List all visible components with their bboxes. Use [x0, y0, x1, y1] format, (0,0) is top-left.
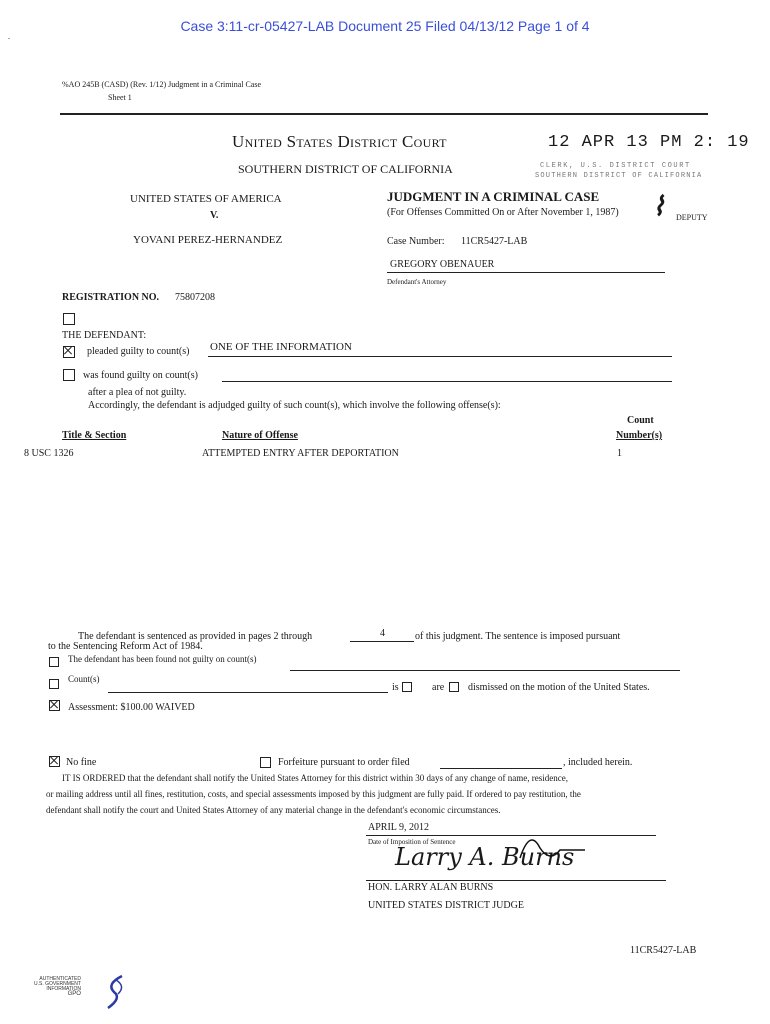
- gpo-eagle-icon: [100, 972, 128, 1012]
- footer-case-number: 11CR5427-LAB: [630, 945, 697, 956]
- gpo-logo-line-1: AUTHENTICATED: [39, 976, 81, 982]
- blank-checkbox[interactable]: [63, 313, 75, 325]
- col-count-1: Count: [627, 415, 654, 426]
- filed-stamp: 12 APR 13 PM 2: 19: [548, 133, 750, 152]
- versus: V.: [210, 210, 219, 221]
- row-count: 1: [617, 448, 622, 459]
- judge-title: UNITED STATES DISTRICT JUDGE: [368, 900, 524, 911]
- included-text: , included herein.: [563, 757, 633, 768]
- deputy-mark: ⌇: [652, 192, 665, 221]
- found-label: was found guilty on count(s): [83, 370, 198, 381]
- gpo-logo-line-4: GPO: [67, 991, 81, 997]
- sentence-pages-rule: [350, 641, 414, 642]
- assessment-text: Assessment: $100.00 WAIVED: [68, 702, 195, 713]
- registration-number: 75807208: [175, 292, 215, 303]
- clerk-stamp-line-2: SOUTHERN DISTRICT OF CALIFORNIA: [535, 172, 703, 180]
- not-guilty-checkbox[interactable]: [49, 657, 59, 667]
- order-line-2: or mailing address until all fines, restitution, costs, and special assessments imposed by this judgment are fully paid. If ordered to pay restitution, the: [46, 789, 581, 799]
- found-checkbox[interactable]: [63, 369, 75, 381]
- counts-checkbox[interactable]: [49, 679, 59, 689]
- judgment-subtitle: (For Offenses Committed On or After November 1, 1987): [387, 207, 619, 218]
- judgment-title: JUDGMENT IN A CRIMINAL CASE: [387, 189, 600, 204]
- is-checkbox[interactable]: [402, 682, 412, 692]
- court-district: SOUTHERN DISTRICT OF CALIFORNIA: [238, 162, 453, 176]
- case-number-label: Case Number:: [387, 236, 445, 247]
- forfeiture-checkbox[interactable]: [260, 757, 271, 768]
- attorney-rule: [387, 272, 665, 273]
- no-fine-label: No fine: [66, 757, 97, 768]
- imposition-label: Date of Imposition of Sentence: [368, 838, 456, 846]
- no-fine-checkbox[interactable]: [49, 756, 60, 767]
- col-nature-offense: Nature of Offense: [222, 430, 298, 441]
- row-title-section: 8 USC 1326: [24, 448, 74, 459]
- found-rule: [222, 381, 672, 382]
- corner-mark: .: [8, 32, 10, 41]
- top-rule: [60, 113, 708, 115]
- clerk-stamp-line-1: CLERK, U.S. DISTRICT COURT: [540, 162, 691, 170]
- signature-flourish: [500, 828, 590, 868]
- row-nature: ATTEMPTED ENTRY AFTER DEPORTATION: [202, 448, 399, 459]
- attorney-label: Defendant's Attorney: [387, 278, 447, 286]
- court-name: United States District Court: [232, 132, 447, 151]
- col-title-section: Title & Section: [62, 430, 127, 441]
- pleaded-rule: [208, 356, 672, 357]
- registration-label: REGISTRATION NO.: [62, 292, 160, 303]
- not-guilty-rule: [290, 670, 680, 671]
- assessment-checkbox[interactable]: [49, 700, 60, 711]
- are-checkbox[interactable]: [449, 682, 459, 692]
- gpo-logo-line-2: U.S. GOVERNMENT: [34, 981, 81, 987]
- are-label: are: [432, 682, 445, 693]
- pleaded-label: pleaded guilty to count(s): [87, 346, 190, 357]
- gpo-logo-line-3: INFORMATION: [46, 986, 81, 992]
- case-number: 11CR5427-LAB: [461, 236, 528, 247]
- sentence-line1b: of this judgment. The sentence is imposed pursuant: [415, 631, 621, 642]
- col-count-2: Number(s): [616, 430, 663, 441]
- forfeiture-rule: [440, 768, 562, 769]
- not-guilty-label: The defendant has been found not guilty on count(s): [68, 654, 257, 664]
- pleaded-checkbox[interactable]: [63, 346, 75, 358]
- after-plea: after a plea of not guilty.: [88, 387, 187, 398]
- deputy-label: DEPUTY: [676, 213, 708, 222]
- attorney-name: GREGORY OBENAUER: [390, 259, 495, 270]
- sentence-line2: to the Sentencing Reform Act of 1984.: [48, 641, 203, 652]
- accordingly-text: Accordingly, the defendant is adjudged guilty of such count(s), which involve the following offense(s):: [88, 400, 501, 411]
- dismissed-text: dismissed on the motion of the United States.: [468, 682, 650, 693]
- defendant-heading: THE DEFENDANT:: [62, 330, 147, 341]
- order-line-3: defendant shall notify the court and United States Attorney of any material change in the defendant's economic circumstances.: [46, 805, 501, 815]
- forfeiture-label: Forfeiture pursuant to order filed: [278, 757, 410, 768]
- counts-label: Count(s): [68, 674, 100, 684]
- imposition-date: APRIL 9, 2012: [368, 822, 430, 833]
- form-id: %AO 245B (CASD) (Rev. 1/12) Judgment in a Criminal Case: [62, 80, 262, 89]
- judge-rule: [366, 880, 666, 881]
- order-line-1: IT IS ORDERED that the defendant shall notify the United States Attorney for this district within 30 days of any change of name, residence,: [62, 773, 568, 783]
- counts-rule: [108, 692, 388, 693]
- is-label: is: [392, 682, 399, 693]
- judge-signature: Larry A. Burns: [395, 843, 575, 871]
- defendant-name: YOVANI PEREZ-HERNANDEZ: [133, 234, 283, 246]
- sentence-pages: 4: [380, 628, 385, 639]
- judge-name: HON. LARRY ALAN BURNS: [368, 882, 494, 893]
- pleaded-counts: ONE OF THE INFORMATION: [210, 341, 352, 353]
- gpo-logo: [34, 977, 81, 997]
- case-header-stamp: Case 3:11-cr-05427-LAB Document 25 Filed 04/13/12 Page 1 of 4: [180, 18, 590, 34]
- form-sheet: Sheet 1: [108, 93, 132, 102]
- sentence-line1a: The defendant is sentenced as provided in pages 2 through: [78, 631, 313, 642]
- plaintiff: UNITED STATES OF AMERICA: [130, 193, 282, 205]
